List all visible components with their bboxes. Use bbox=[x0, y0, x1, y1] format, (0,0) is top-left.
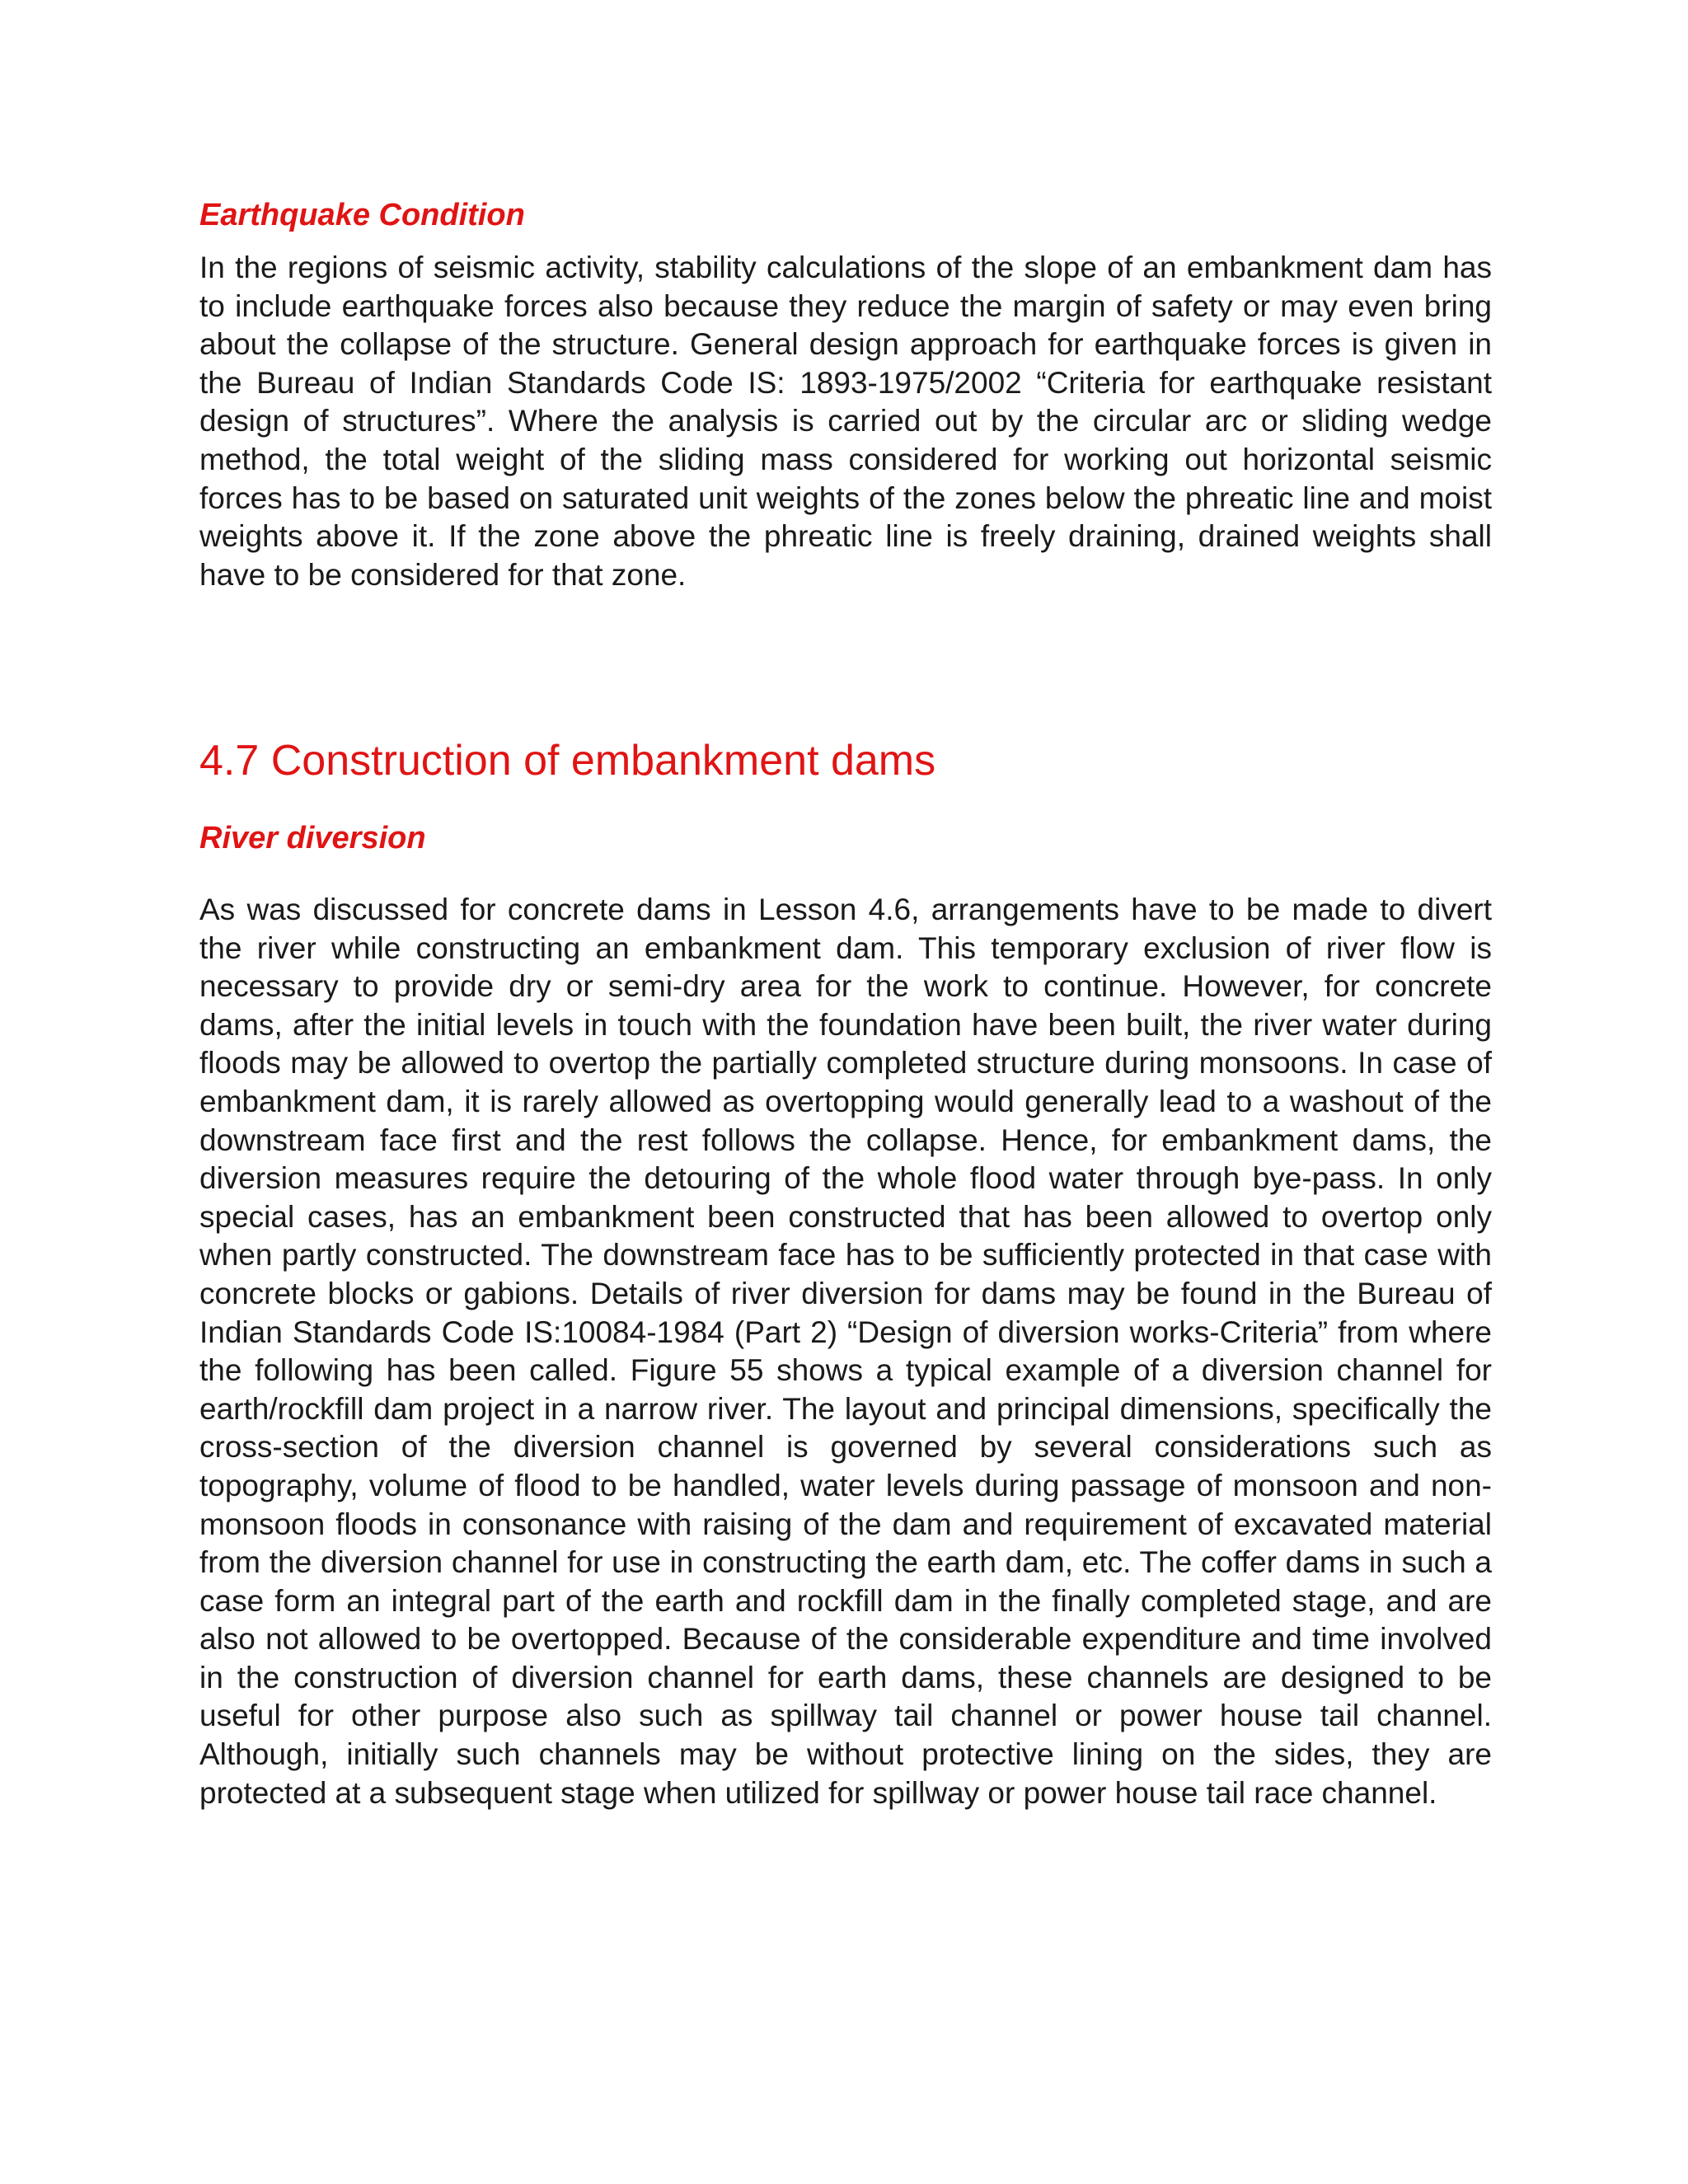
earthquake-condition-paragraph: In the regions of seismic activity, stability calculations of the slope of an embankment dam has to include earthquake forces also because they reduce the margin of safety or may even bring about the collapse of the structure. General design approach for earthquake forces is given in the Bureau of Indian Standards Code IS: 1893-1975/2002 “Criteria for earthquake resistant design of structures”. Where the analysis is carried out by the circular arc or sliding wedge method, the total weight of the sliding mass considered for working out horizontal seismic forces has to be based on saturated unit weights of the zones below the phreatic line and moist weights above it. If the zone above the phreatic line is freely draining, drained weights shall have to be considered for that zone. bbox=[199, 251, 1492, 592]
section-title: 4.7 Construction of embankment dams bbox=[199, 737, 936, 785]
earthquake-condition-heading: Earthquake Condition bbox=[199, 198, 525, 232]
river-diversion-paragraph: As was discussed for concrete dams in Lesson 4.6, arrangements have to be made to divert the river while constructing an embankment dam. This temporary exclusion of river flow is necessary to provide dry or semi-dry area for the work to continue. However, for concrete dams, after the initial levels in touch with the foundation have been built, the river water during floods may be allowed to overtop the partially completed structure during monsoons. In case of embankment dam, it is rarely allowed as overtopping would generally lead to a washout of the downstream face first and the rest follows the collapse. Hence, for embankment dams, the diversion measures require the detouring of the whole flood water through bye-pass. In only special cases, has an embankment been constructed that has been allowed to overtop only when partly constructed. The downstream face has to be sufficiently protected in that case with concrete blocks or gabions. Details of river diversion for dams may be found in the Bureau of Indian Standards Code IS:10084-1984 (Part 2) “Design of diversion works-Criteria” from where the following has been called. Figure 55 shows a typical example of a diversion channel for earth/rockfill dam project in a narrow river. The layout and principal dimensions, specifically the cross-section of the diversion channel is governed by several considerations such as topography, volume of flood to be handled, water levels during passage of monsoon and non-monsoon floods in consonance with raising of the dam and requirement of excavated material from the diversion channel for use in constructing the earth dam, etc. The coffer dams in such a case form an integral part of the earth and rockfill dam in the finally completed stage, and are also not allowed to be overtopped. Because of the considerable expenditure and time involved in the construction of diversion channel for earth dams, these channels are designed to be useful for other purpose also such as spillway tail channel or power house tail channel. Although, initially such channels may be without protective lining on the sides, they are protected at a subsequent stage when utilized for spillway or power house tail race channel. bbox=[199, 893, 1492, 1810]
river-diversion-heading: River diversion bbox=[199, 821, 426, 855]
